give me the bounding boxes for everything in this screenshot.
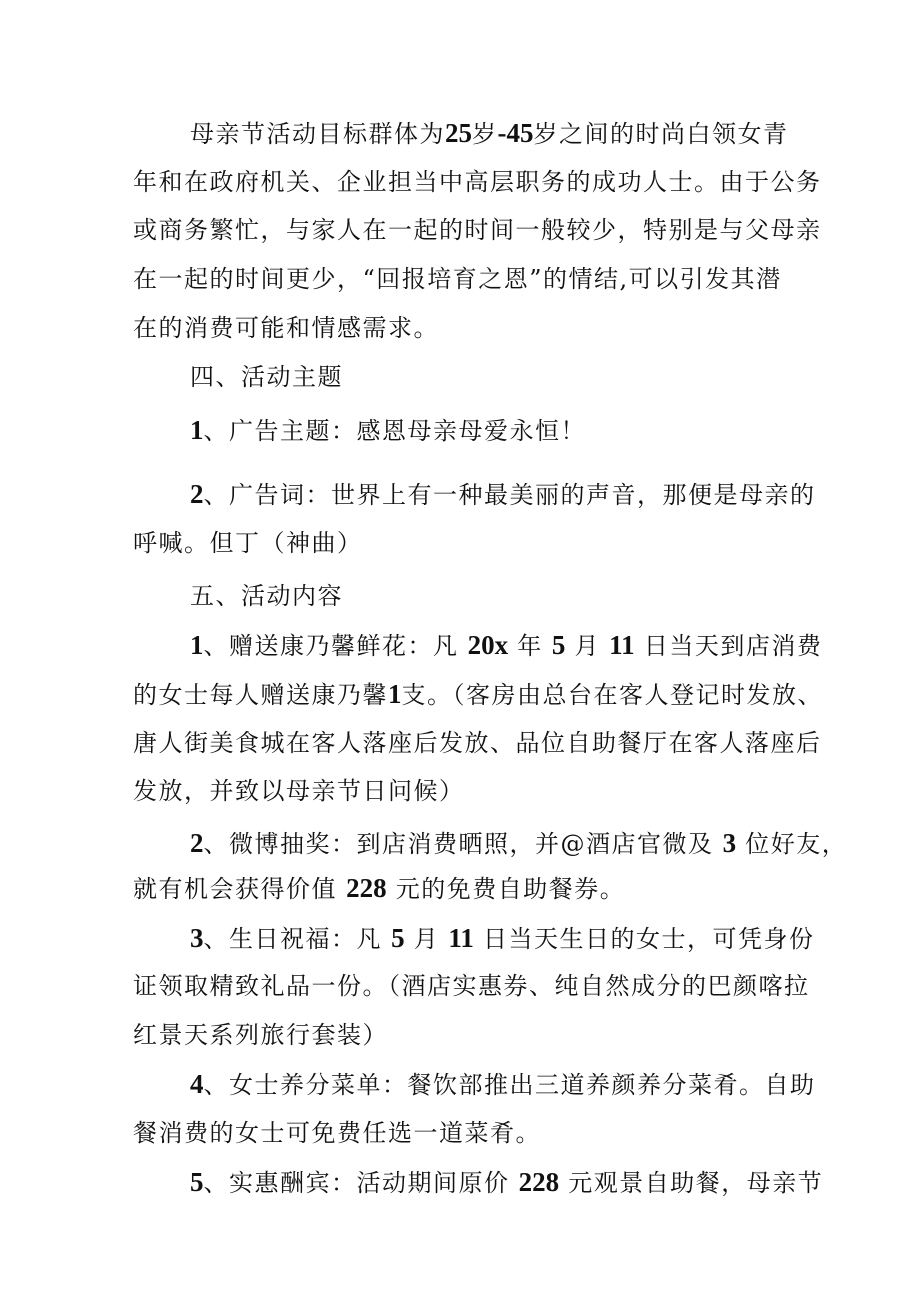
text-run: 年和在政府机关、企业担当中高层职务的成功人士。由于公务 xyxy=(133,168,822,196)
bold-number: 5 xyxy=(190,1167,204,1197)
bold-number: 3 xyxy=(722,828,737,858)
bold-number: 228 xyxy=(518,1167,560,1197)
text-line xyxy=(133,679,823,710)
text-run: 就有机会获得价值 xyxy=(133,875,347,903)
text-run: 月 xyxy=(404,925,449,953)
text-line xyxy=(133,313,793,343)
bold-number: 2 xyxy=(190,828,204,858)
text-line xyxy=(133,264,793,294)
text-run: 、实惠酬宾：活动期间原价 xyxy=(203,1169,519,1197)
text-run: 或商务繁忙，与家人在一起的时间一般较少，特别是与父母亲 xyxy=(133,216,822,244)
text-line xyxy=(133,167,822,197)
text-run: 呼喊。但丁（神曲） xyxy=(133,529,363,557)
text-run: 元的免费自助餐券。 xyxy=(386,875,626,903)
text-line xyxy=(190,828,848,859)
text-run: 、生日祝福：凡 xyxy=(203,925,392,953)
text-run: 日当天生日的女士，可凭身份 xyxy=(473,925,815,953)
text-run: 五、活动内容 xyxy=(190,582,343,610)
bold-number: 2 xyxy=(190,479,204,509)
bold-number: 4 xyxy=(190,1069,204,1099)
bold-number: 20x xyxy=(467,630,509,660)
text-line xyxy=(133,528,793,558)
bold-number: 1 xyxy=(388,679,402,709)
text-line xyxy=(133,873,793,904)
text-line xyxy=(190,1167,824,1198)
text-run: 唐人街美食城在客人落座后发放、品位自助餐厅在客人落座后 xyxy=(133,729,822,757)
text-line xyxy=(133,215,822,245)
text-line xyxy=(190,362,793,392)
text-run: 岁之间的时尚白领女青 xyxy=(533,120,789,148)
text-run: 、微博抽奖：到店消费晒照，并@酒店官微及 xyxy=(203,830,723,858)
text-run: 、女士养分菜单：餐饮部推出三道养颜养分菜肴。自助 xyxy=(203,1071,816,1099)
bold-number: 5 xyxy=(391,923,405,953)
text-line xyxy=(190,415,793,446)
text-line xyxy=(133,1020,793,1050)
text-run: 红景天系列旅行套装） xyxy=(133,1021,388,1049)
bold-number: 11 xyxy=(448,923,474,953)
text-run: 、广告主题：感恩母亲母爱永恒！ xyxy=(203,417,586,445)
text-run: 发放，并致以母亲节日问候） xyxy=(133,777,465,805)
text-run: 的女士每人赠送康乃馨 xyxy=(133,681,388,709)
text-run: 日当天到店消费 xyxy=(634,632,823,660)
text-run: 年 xyxy=(508,632,552,660)
text-run: 四、活动主题 xyxy=(190,363,343,391)
text-line xyxy=(133,971,810,1001)
text-run: 餐消费的女士可免费任选一道菜肴。 xyxy=(133,1119,541,1147)
text-line xyxy=(190,479,816,510)
text-line xyxy=(190,1069,816,1100)
bold-number: -45 xyxy=(497,118,534,148)
text-line xyxy=(190,118,793,149)
text-run: 岁 xyxy=(472,120,498,148)
text-run: 、广告词：世界上有一种最美丽的声音，那便是母亲的 xyxy=(203,481,816,509)
text-line xyxy=(190,630,823,661)
text-run: 证领取精致礼品一份。（酒店实惠券、纯自然成分的巴颜喀拉 xyxy=(133,972,810,1000)
text-line xyxy=(133,776,793,806)
text-run: 支。（客房由总台在客人登记时发放、 xyxy=(401,681,823,709)
bold-number: 11 xyxy=(609,630,635,660)
bold-number: 1 xyxy=(190,630,204,660)
bold-number: 5 xyxy=(551,630,566,660)
text-run: 母亲节活动目标群体为 xyxy=(190,120,445,148)
text-run: 在一起的时间更少，“回报培育之恩”的情结,可以引发其潜 xyxy=(133,265,782,293)
bold-number: 1 xyxy=(190,415,204,445)
text-run: 、赠送康乃馨鲜花：凡 xyxy=(203,632,468,660)
bold-number: 228 xyxy=(346,873,387,903)
text-run: 元观景自助餐，母亲节 xyxy=(559,1169,824,1197)
text-run: 月 xyxy=(565,632,610,660)
text-line xyxy=(133,728,822,758)
text-line xyxy=(190,581,793,611)
text-run: 在的消费可能和情感需求。 xyxy=(133,314,439,342)
bold-number: 25 xyxy=(445,118,472,148)
bold-number: 3 xyxy=(190,923,204,953)
text-line xyxy=(133,1118,793,1148)
text-line xyxy=(190,923,815,954)
text-run: 位好友， xyxy=(736,830,848,858)
